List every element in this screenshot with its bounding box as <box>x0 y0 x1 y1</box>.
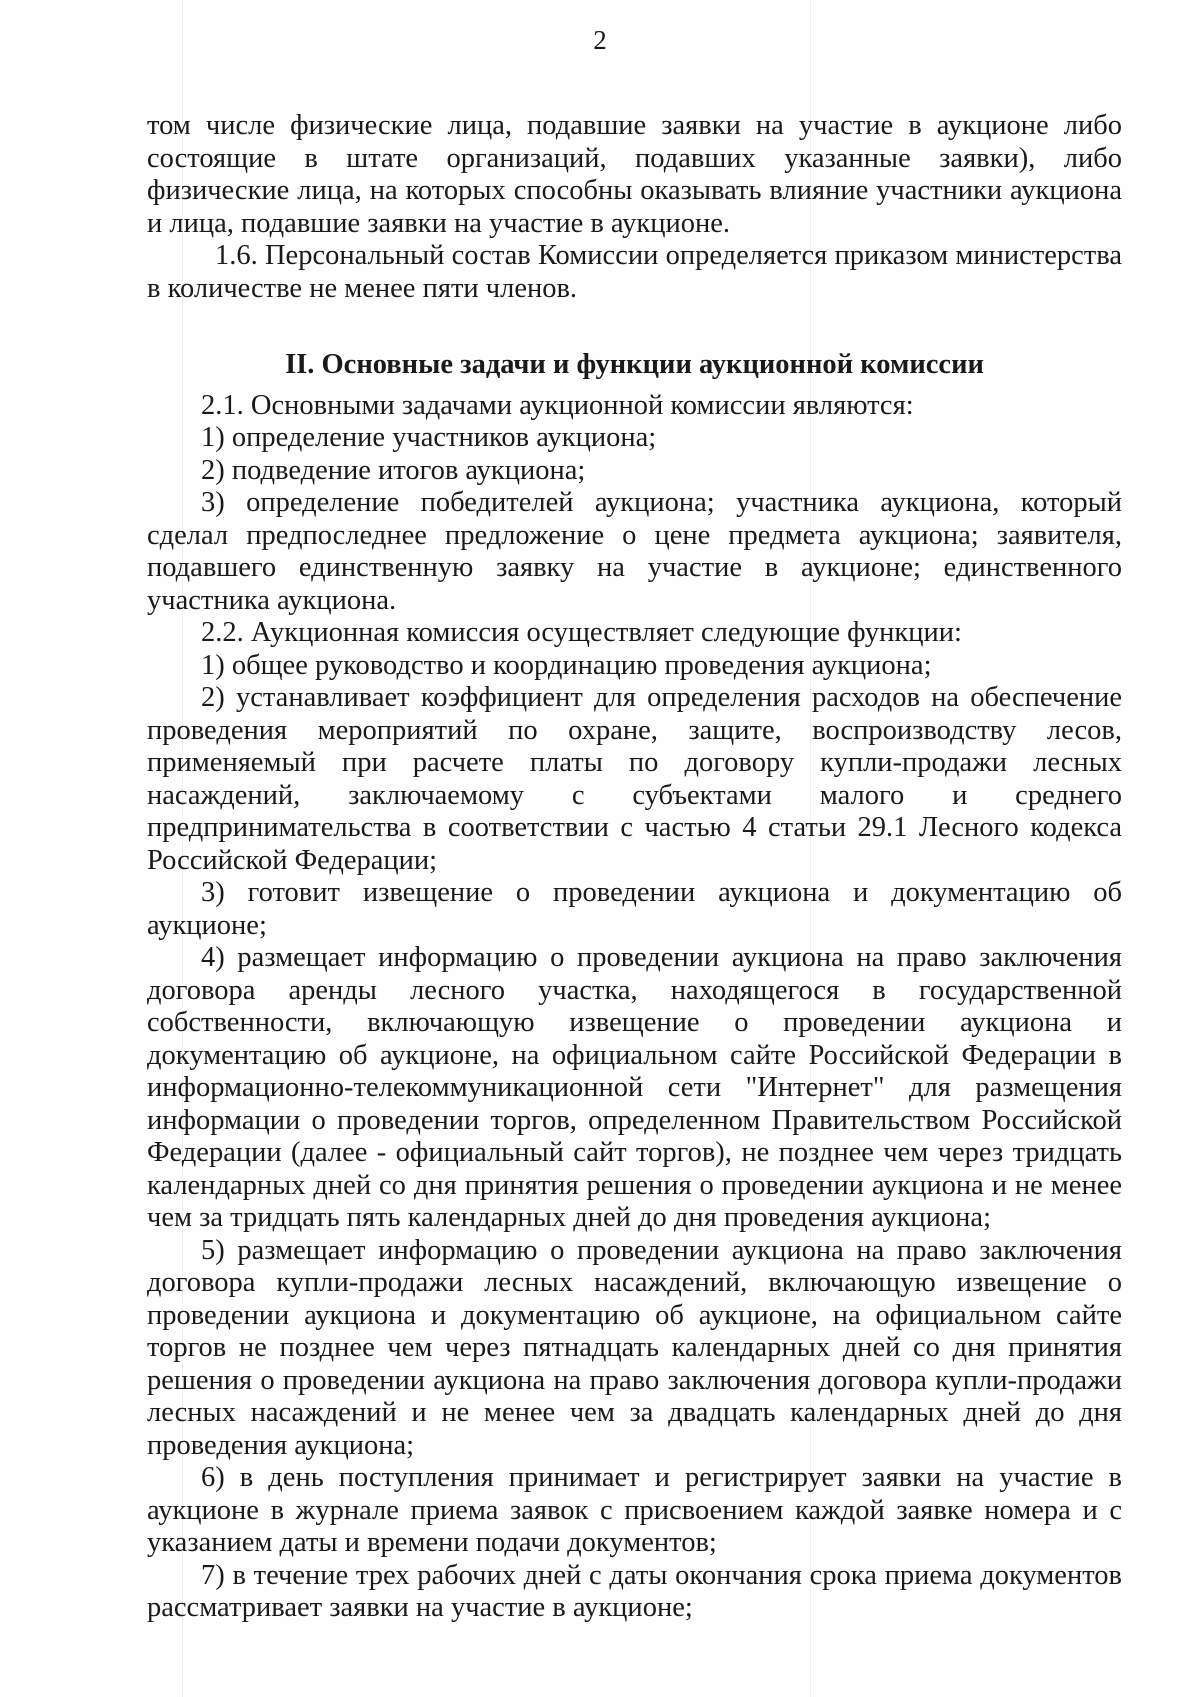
list-item: 3) определение победителей аукциона; участника аукциона, который сделал предпоследнее предложение о цене предмета аукциона; заявителя, подавшего единственную заявку на участие в аукционе; единственного участника аукциона. <box>147 487 1122 616</box>
document-body <box>147 110 1122 1625</box>
page-number: 2 <box>593 25 607 55</box>
list-item: 3) готовит извещение о проведении аукциона и документацию об аукционе; <box>147 877 1122 941</box>
list-item: 1) общее руководство и координацию проведения аукциона; <box>201 649 932 681</box>
list-item: 6) в день поступления принимает и регистрирует заявки на участие в аукционе в журнале приема заявок с присвоением каждой заявке номера и с указанием даты и времени подачи документов; <box>147 1462 1122 1558</box>
list-item: 7) в течение трех рабочих дней с даты окончания срока приема документов рассматривает заявки на участие в аукционе; <box>147 1559 1122 1623</box>
paragraph-2-2: 2.2. Аукционная комиссия осуществляет следующие функции: <box>201 617 962 648</box>
paragraph-1-6: 1.6. Персональный состав Комиссии определяется приказом министерства в количестве не менее пяти членов. <box>147 240 1122 304</box>
list-item: 5) размещает информацию о проведении аукциона на право заключения договора купли-продажи лесных насаждений, включающую извещение о проведении аукциона и документацию об аукционе, на официальном сайте торгов не позднее чем через пятнадцать календарных дней со дня принятия решения о проведении аукциона на право заключения договора купли-продажи лесных насаждений и не менее чем за двадцать календарных дней до дня проведения аукциона; <box>147 1234 1122 1461</box>
paragraph-2-1: 2.1. Основными задачами аукционной комиссии являются: <box>201 389 914 421</box>
list-item: 2) подведение итогов аукциона; <box>201 454 586 486</box>
list-item: 1) определение участников аукциона; <box>201 422 657 453</box>
list-item: 4) размещает информацию о проведении аукциона на право заключения договора аренды лесного участка, находящегося в государственной собственности, включающую извещение о проведении аукциона и документацию об аукционе, на официальном сайте Российской Федерации в информационно-телекоммуникационной сети "Интернет" для размещения информации о проведении торгов, определенном Правительством Российской Федерации (далее - официальный сайт торгов), не позднее чем через тридцать календарных дней со дня принятия решения о проведении аукциона и не менее чем за тридцать пять календарных дней до дня проведения аукциона; <box>147 942 1122 1233</box>
list-item: 2) устанавливает коэффициент для определения расходов на обеспечение проведения мероприятий по охране, защите, воспроизводству лесов, применяемый при расчете платы по договору купли-продажи лесных насаждений, заключаемому с субъектами малого и среднего предпринимательства в соответствии с частью 4 статьи 29.1 Лесного кодекса Российской Федерации; <box>147 682 1122 876</box>
paragraph-continuation: том числе физические лица, подавшие заявки на участие в аукционе либо состоящие в штате организаций, подавших указанные заявки), либо физические лица, на которых способны оказывать влияние участники аукциона и лица, подавшие заявки на участие в аукционе. <box>147 110 1122 239</box>
section-heading: II. Основные задачи и функции аукционной комиссии <box>285 349 984 380</box>
